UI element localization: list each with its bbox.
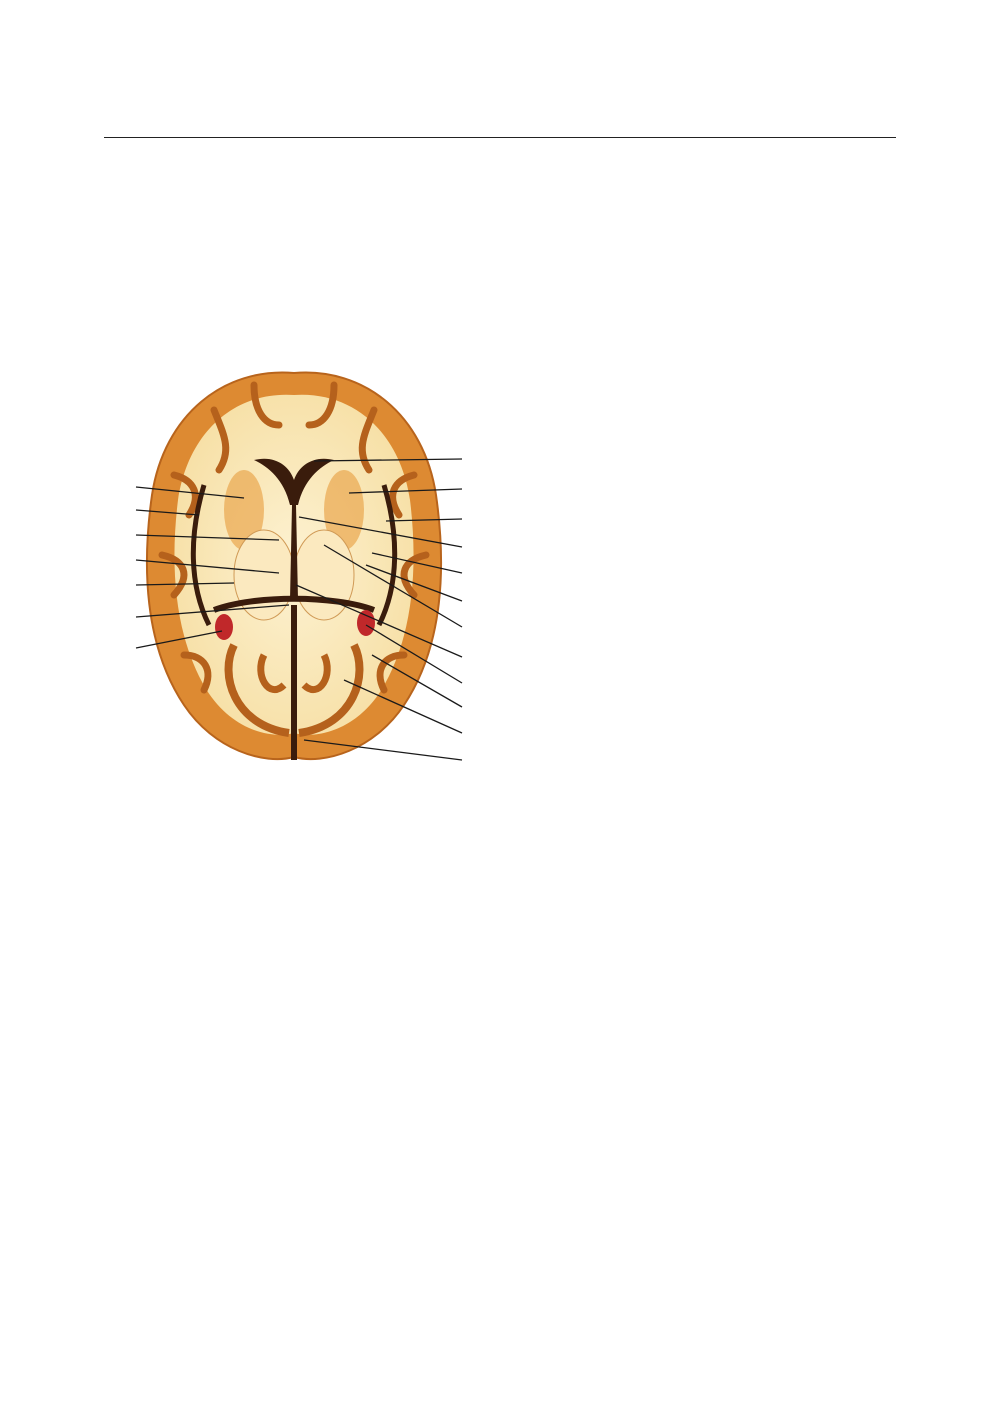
page-header bbox=[104, 104, 896, 138]
brain-horizontal-section-figure bbox=[104, 355, 494, 775]
